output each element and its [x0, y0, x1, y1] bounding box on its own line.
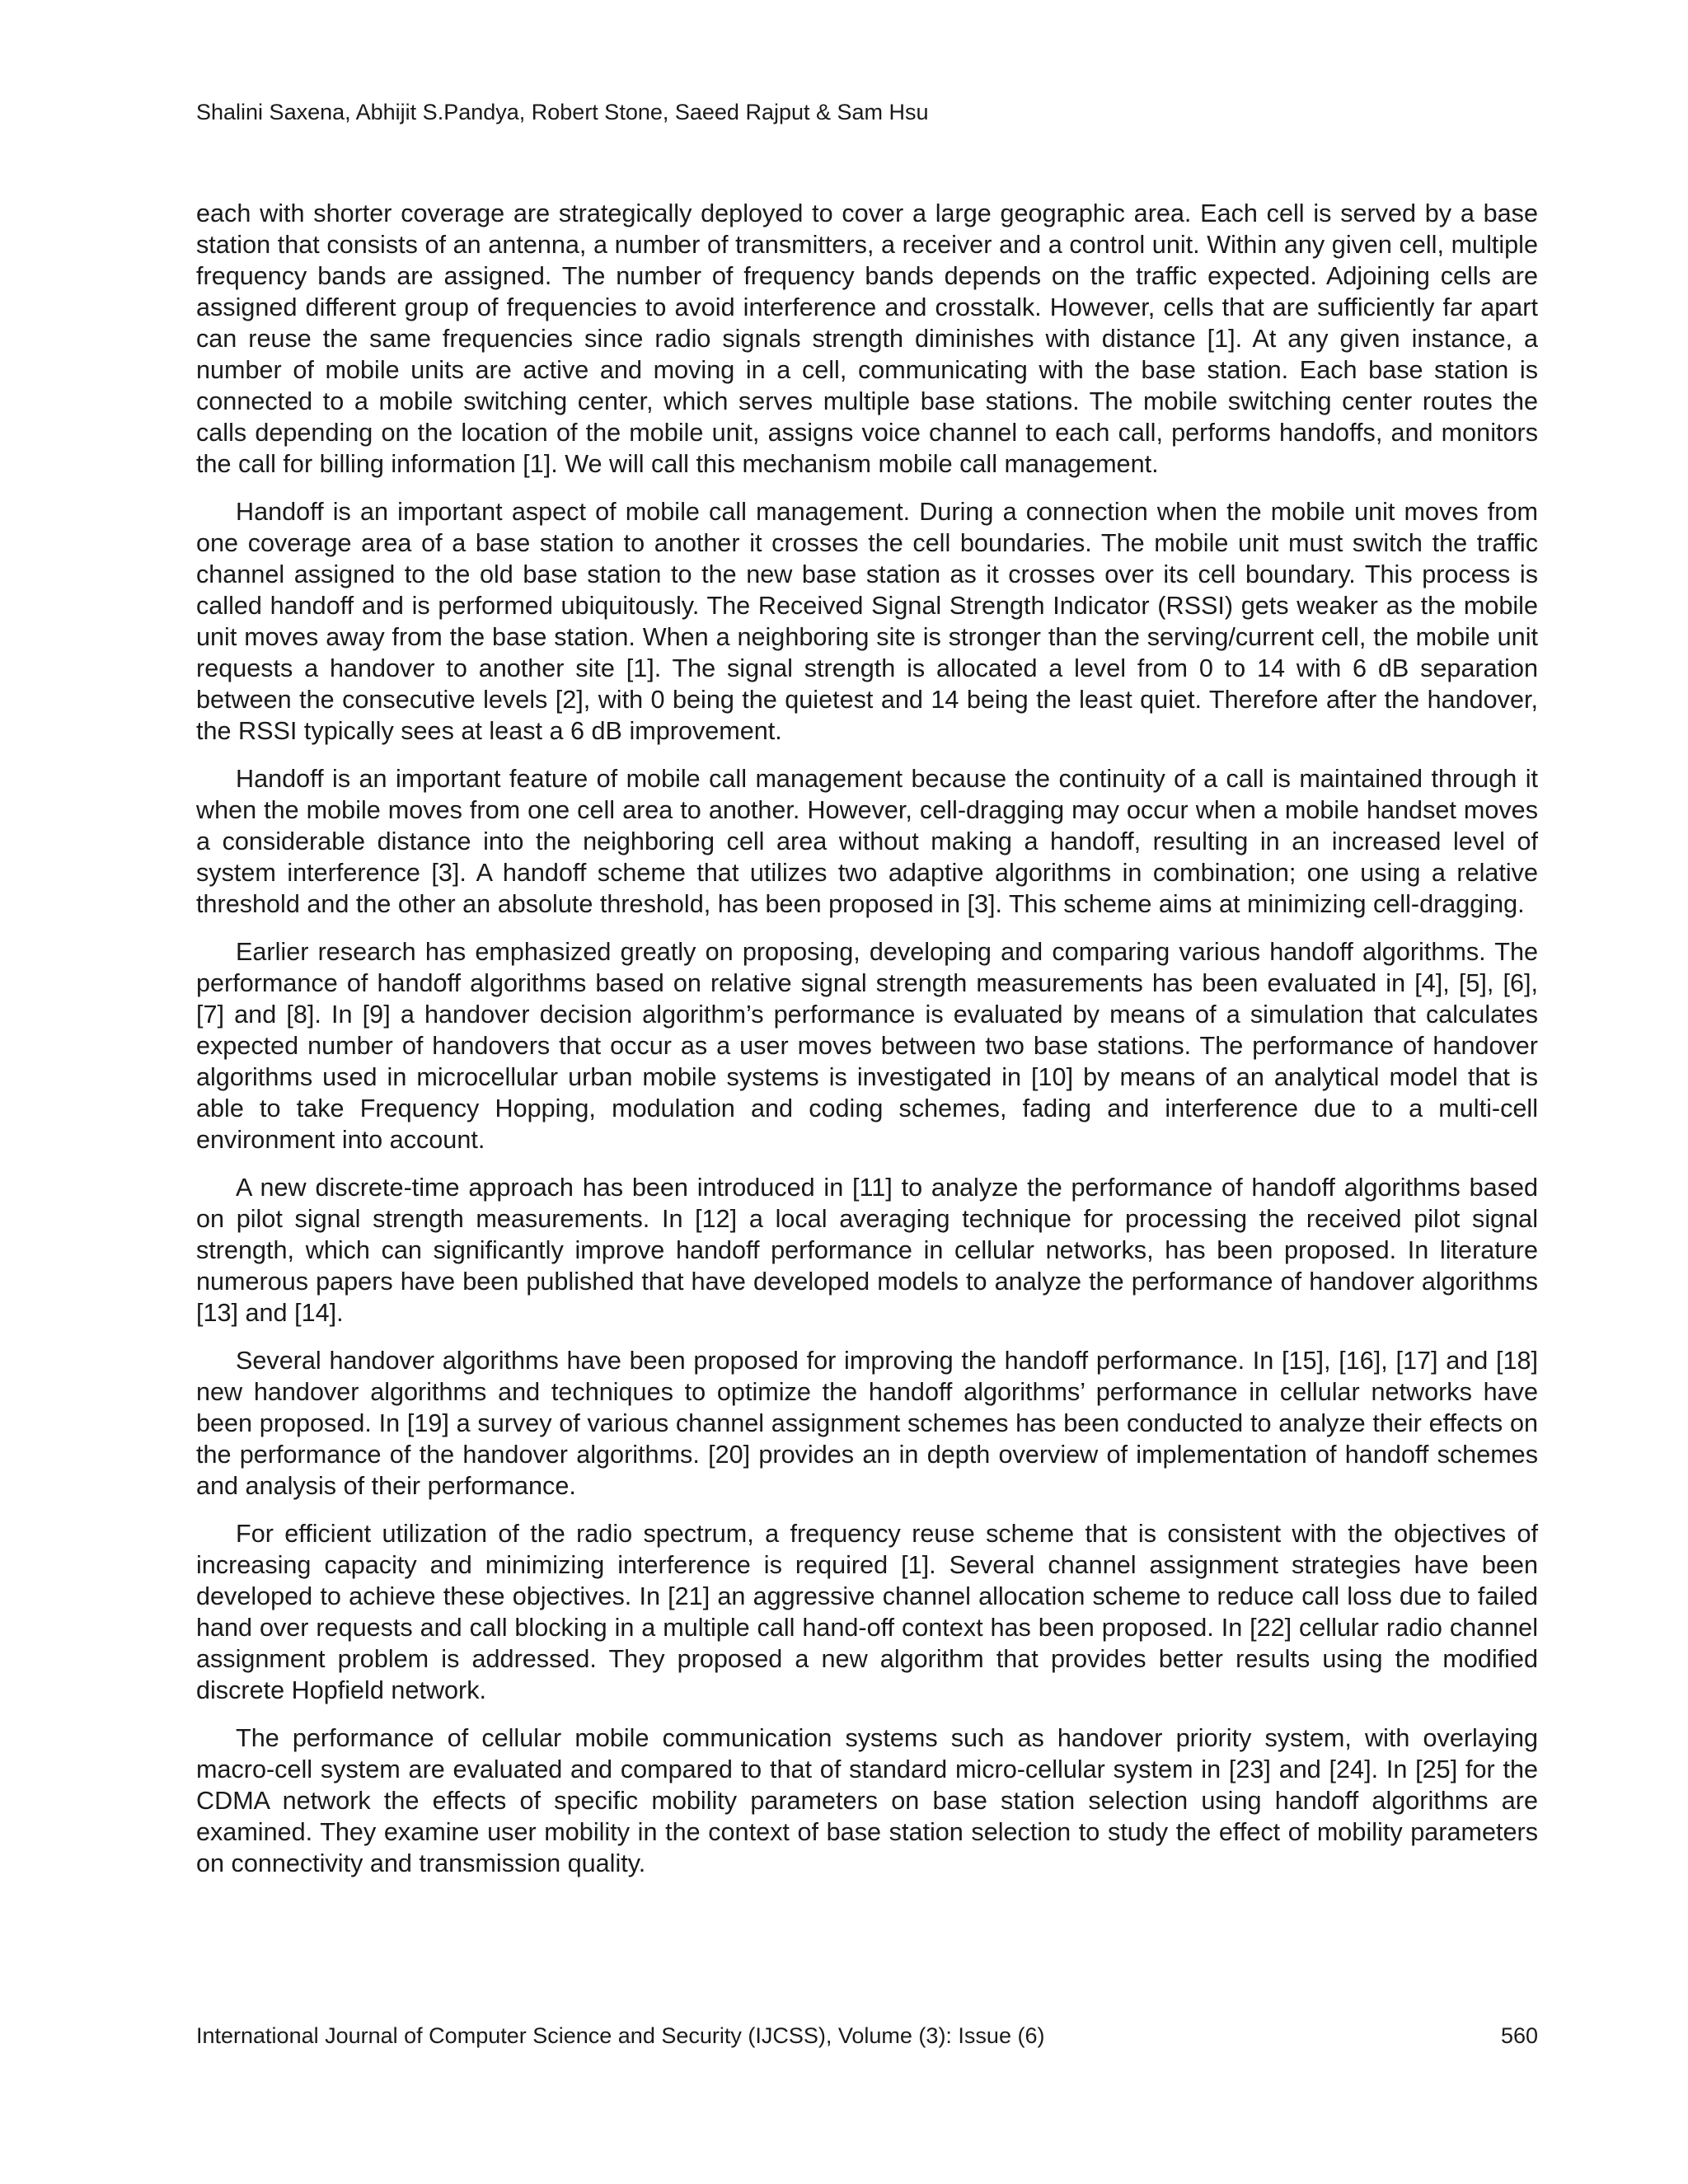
page-footer [196, 2021, 1538, 2050]
running-head-authors: Shalini Saxena, Abhijit S.Pandya, Robert Stone, Saeed Rajput & Sam Hsu [196, 100, 929, 124]
paragraph-5: A new discrete-time approach has been introduced in [11] to analyze the performance of handoff algorithms based on pilot signal strength measurements. In [12] a local averaging technique for processing the received pilot signal strength, which can significantly improve handoff performance in cellular networks, has been proposed. In literature numerous papers have been published that have developed models to analyze the performance of handover algorithms [13] and [14]. [196, 1174, 1538, 1327]
page-number: 560 [1500, 2023, 1538, 2048]
footer-journal: International Journal of Computer Science and Security (IJCSS), Volume (3): Issue (6) [196, 2023, 1045, 2048]
paragraph-7: For efficient utilization of the radio spectrum, a frequency reuse scheme that is consistent with the objectives of increasing capacity and minimizing interference is required [1]. Several channel assignment strategies have been developed to achieve these objectives. In [21] an aggressive channel allocation scheme to reduce call loss due to failed hand over requests and call blocking in a multiple call hand-off context has been proposed. In [22] cellular radio channel assignment problem is addressed. They proposed a new algorithm that provides better results using the modified discrete Hopfield network. [196, 1520, 1538, 1704]
paragraph-6: Several handover algorithms have been proposed for improving the handoff performance. In [15], [16], [17] and [18] new handover algorithms and techniques to optimize the handoff algorithms’ performance in cellular networks have been proposed. In [19] a survey of various channel assignment schemes has been conducted to analyze their effects on the performance of the handover algorithms. [20] provides an in depth overview of implementation of handoff schemes and analysis of their performance. [196, 1347, 1538, 1500]
paragraph-1: each with shorter coverage are strategically deployed to cover a large geographic area. Each cell is served by a base station that consists of an antenna, a number of transmitters, a receiver and a control unit. Within any given cell, multiple frequency bands are assigned. The number of frequency bands depends on the traffic expected. Adjoining cells are assigned different group of frequencies to avoid interference and crosstalk. However, cells that are sufficiently far apart can reuse the same frequencies since radio signals strength diminishes with distance [1]. At any given instance, a number of mobile units are active and moving in a cell, communicating with the base station. Each base station is connected to a mobile switching center, which serves multiple base stations. The mobile switching center routes the calls depending on the location of the mobile unit, assigns voice channel to each call, performs handoffs, and monitors the call for billing information [1]. We will call this mechanism mobile call management. [196, 199, 1538, 478]
body-text [196, 198, 1538, 1896]
paragraph-8: The performance of cellular mobile communication systems such as handover priority system, with overlaying macro-cell system are evaluated and compared to that of standard micro-cellular system in [23] and [24]. In [25] for the CDMA network the effects of specific mobility parameters on base station selection using handoff algorithms are examined. They examine user mobility in the context of base station selection to study the effect of mobility parameters on connectivity and transmission quality. [196, 1724, 1538, 1877]
paragraph-3: Handoff is an important feature of mobile call management because the continuity of a call is maintained through it when the mobile moves from one cell area to another. However, cell-dragging may occur when a mobile handset moves a considerable distance into the neighboring cell area without making a handoff, resulting in an increased level of system interference [3]. A handoff scheme that utilizes two adaptive algorithms in combination; one using a relative threshold and the other an absolute threshold, has been proposed in [3]. This scheme aims at minimizing cell-dragging. [196, 765, 1538, 918]
paragraph-4: Earlier research has emphasized greatly on proposing, developing and comparing various handoff algorithms. The performance of handoff algorithms based on relative signal strength measurements has been evaluated in [4], [5], [6], [7] and [8]. In [9] a handover decision algorithm’s performance is evaluated by means of a simulation that calculates expected number of handovers that occur as a user moves between two base stations. The performance of handover algorithms used in microcellular urban mobile systems is investigated in [10] by means of an analytical model that is able to take Frequency Hopping, modulation and coding schemes, fading and interference due to a multi-cell environment into account. [196, 938, 1538, 1154]
paragraph-2: Handoff is an important aspect of mobile call management. During a connection when the mobile unit moves from one coverage area of a base station to another it crosses the cell boundaries. The mobile unit must switch the traffic channel assigned to the old base station to the new base station as it crosses over its cell boundary. This process is called handoff and is performed ubiquitously. The Received Signal Strength Indicator (RSSI) gets weaker as the mobile unit moves away from the base station. When a neighboring site is stronger than the serving/current cell, the mobile unit requests a handover to another site [1]. The signal strength is allocated a level from 0 to 14 with 6 dB separation between the consecutive levels [2], with 0 being the quietest and 14 being the least quiet. Therefore after the handover, the RSSI typically sees at least a 6 dB improvement. [196, 498, 1538, 745]
